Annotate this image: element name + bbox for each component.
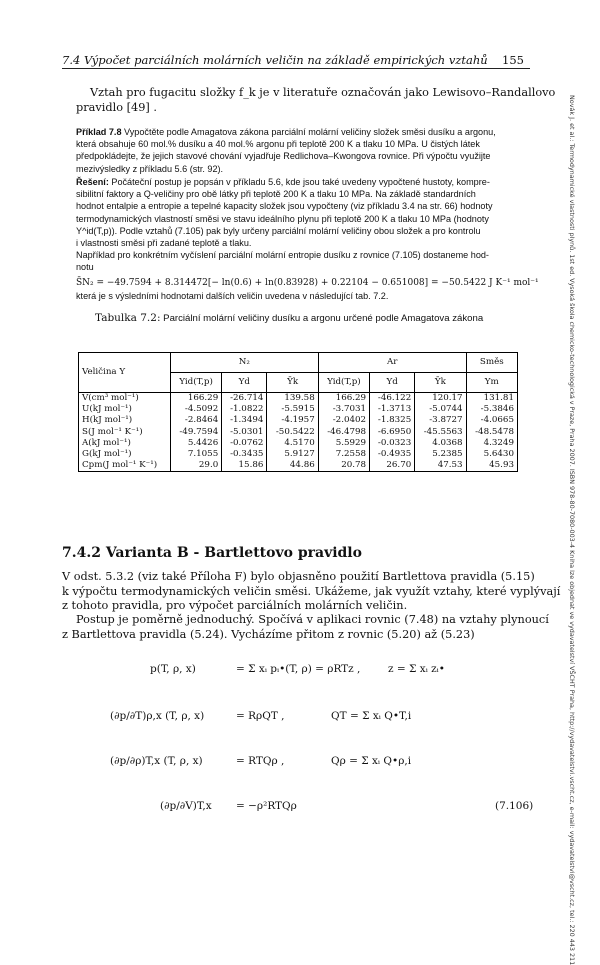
example-line: mezivýsledky z příkladu 5.6 (str. 92). bbox=[76, 163, 224, 174]
table-row bbox=[79, 449, 518, 460]
table-cell: 5.9127 bbox=[267, 449, 318, 460]
page-number: 155 bbox=[502, 53, 524, 67]
solution-line: Například pro konkrétním vyčíslení parciální molární entropie dusíku z rovnice (7.105) dostaneme hod- bbox=[76, 250, 489, 261]
table-cell: -5.0744 bbox=[415, 404, 466, 415]
example-line: předpokládejte, že jejich stavové chování vyjadřuje Redlichova–Kwongova rovnice. Při výpočtu využijte bbox=[76, 151, 491, 162]
table-cell: -26.714 bbox=[222, 393, 267, 405]
table-cell: 166.29 bbox=[170, 393, 221, 405]
table-cell: -0.0323 bbox=[370, 438, 415, 449]
equation-1-rhs: = Σ xᵢ pᵢ•(T, ρ) = ρRTz , bbox=[236, 663, 361, 675]
table-cell: 4.3249 bbox=[466, 438, 517, 449]
section-para-line: V odst. 5.3.2 (viz také Příloha F) bylo objasněno použití Bartlettova pravidla (5.15) bbox=[62, 570, 535, 583]
row-label: H(kJ mol⁻¹) bbox=[79, 415, 171, 426]
section-para-1 bbox=[62, 570, 560, 614]
equation-4-rhs: = −ρ²RTQρ bbox=[236, 800, 297, 812]
sub-header: Ȳk bbox=[267, 373, 318, 393]
group-header-mix: Směs bbox=[466, 353, 517, 373]
table-cell: -46.4798 bbox=[318, 427, 369, 438]
table-cell: -4.0665 bbox=[466, 415, 517, 426]
table-cell: 26.70 bbox=[370, 460, 415, 472]
table-row bbox=[79, 404, 518, 415]
sub-header: Yd bbox=[222, 373, 267, 393]
table-cell: 5.4426 bbox=[170, 438, 221, 449]
header-rule bbox=[62, 68, 530, 69]
table-caption-text: Parciální molární veličiny dusíku a argonu určené podle Amagatova zákona bbox=[163, 313, 484, 324]
section-para-line: z Bartlettova pravidla (5.24). Vycházíme přitom z rovnic (5.20) až (5.23) bbox=[62, 627, 475, 641]
table-cell: -5.3846 bbox=[466, 404, 517, 415]
table-cell: -2.8464 bbox=[170, 415, 221, 426]
solution-line: sibilitní faktory a Q-veličiny pro obě látky při teplotě 200 K a tlaku 10 MPa. Na základě standardních bbox=[76, 189, 476, 200]
table-cell: 29.0 bbox=[170, 460, 221, 472]
table-cell: 166.29 bbox=[318, 393, 369, 405]
table-cell: 7.1055 bbox=[170, 449, 221, 460]
table-cell: -4.1957 bbox=[267, 415, 318, 426]
section-title: 7.4.2 Varianta B - Bartlettovo pravidlo bbox=[62, 545, 362, 561]
table-row bbox=[79, 415, 518, 426]
table-cell: -0.3435 bbox=[222, 449, 267, 460]
table-cell: -4.5092 bbox=[170, 404, 221, 415]
equation-3-rhs: = RTQρ , bbox=[236, 755, 285, 767]
running-header-title: 7.4 Výpočet parciálních molárních veličin na základě empirických vztahů bbox=[62, 53, 488, 67]
table-cell: 45.93 bbox=[466, 460, 517, 472]
row-label: A(kJ mol⁻¹) bbox=[79, 438, 171, 449]
example-block bbox=[76, 126, 546, 175]
margin-copyright-note: Novák J. et al.: Termodynamické vlastnosti plynů. 1st ed. Vysoká škola chemicko-technologická v Praze, Praha 2007. ISBN 978-80-7080-003-4 Kniha lze objednat ve vydavatelství VŠCHT Praha, http://vydavatelstvi.vscht.cz, e-mail: vydavatelstvi@vscht.cz, tel.: 220 443 211 bbox=[568, 95, 576, 965]
sub-header: Ym bbox=[466, 373, 517, 393]
row-label: Cpm(J mol⁻¹ K⁻¹) bbox=[79, 460, 171, 472]
group-header-ar: Ar bbox=[318, 353, 466, 373]
table-cell: -0.0762 bbox=[222, 438, 267, 449]
table-caption bbox=[95, 312, 483, 324]
solution-line: termodynamických vlastností směsi ve stavu ideálního plynu při teplotě 200 K a tlaku 10 MPa (hodnoty bbox=[76, 213, 489, 224]
solution-line: i vlastnosti směsi při zadané teplotě a tlaku. bbox=[76, 238, 252, 249]
sub-header: Ȳk bbox=[415, 373, 466, 393]
sub-header: Yid(T,p) bbox=[170, 373, 221, 393]
table-cell: -1.3713 bbox=[370, 404, 415, 415]
section-para-line: z tohoto pravidla, pro výpočet parciálních molárních veličin. bbox=[62, 599, 408, 612]
table-cell: -1.3494 bbox=[222, 415, 267, 426]
equation-4-lhs: (∂p/∂V)T,x bbox=[160, 800, 212, 812]
solution-after: která je s výsledními hodnotami dalších veličin uvedena v následující tab. 7.2. bbox=[76, 291, 389, 301]
solution-line: hodnot entalpie a entropie a tepelné kapacity složek jsou vypočteny (viz příkladu 3.4 na str. 66) hodnoty bbox=[76, 201, 493, 212]
example-label: Příklad 7.8 bbox=[76, 127, 122, 137]
equation-2-rhs: = RρQT , bbox=[236, 710, 285, 722]
table-cell: 120.17 bbox=[415, 393, 466, 405]
table-cell: -5.0301 bbox=[222, 427, 267, 438]
table-row bbox=[79, 438, 518, 449]
table-cell: 5.2385 bbox=[415, 449, 466, 460]
row-label: V(cm³ mol⁻¹) bbox=[79, 393, 171, 405]
table-cell: 15.86 bbox=[222, 460, 267, 472]
table-row bbox=[79, 460, 518, 472]
table-cell: 44.86 bbox=[267, 460, 318, 472]
table-cell: 20.78 bbox=[318, 460, 369, 472]
table-cell: -3.7031 bbox=[318, 404, 369, 415]
row-label: S(J mol⁻¹ K⁻¹) bbox=[79, 427, 171, 438]
entropy-equation: S̄N₂ = −49.7594 + 8.314472[− ln(0.6) + ln(0.83928) + 0.22104 − 0.651008] = −50.5422 J K⁻¹ mol⁻¹ bbox=[76, 278, 539, 288]
table-cell: 7.2558 bbox=[318, 449, 369, 460]
table-cell: 4.0368 bbox=[415, 438, 466, 449]
table-cell: 5.6430 bbox=[466, 449, 517, 460]
example-line: Vypočtěte podle Amagatova zákona parciální molární veličiny složek směsi dusíku a argonu, bbox=[124, 127, 496, 137]
equation-number: (7.106) bbox=[495, 800, 534, 812]
row-label: U(kJ mol⁻¹) bbox=[79, 404, 171, 415]
equation-1-extra: z = Σ xᵢ zᵢ• bbox=[388, 663, 445, 675]
table-cell: -2.0402 bbox=[318, 415, 369, 426]
table-cell: -5.5915 bbox=[267, 404, 318, 415]
row-label: G(kJ mol⁻¹) bbox=[79, 449, 171, 460]
section-para-line: k výpočtu termodynamických veličin směsi. Ukážeme, jak využít vztahy, které vyplývají bbox=[62, 584, 561, 598]
table-cell: -46.122 bbox=[370, 393, 415, 405]
table-cell: -0.4935 bbox=[370, 449, 415, 460]
example-line: která obsahuje 60 mol.% dusíku a 40 mol.% argonu při teplotě 200 K a tlaku 10 MPa. U čistých látek bbox=[76, 139, 480, 150]
table-cell: -48.5478 bbox=[466, 427, 517, 438]
table-row bbox=[79, 393, 518, 405]
table-cell: -6.6950 bbox=[370, 427, 415, 438]
table-cell: 47.53 bbox=[415, 460, 466, 472]
equation-3-extra: Qρ = Σ xᵢ Q•ρ,i bbox=[331, 755, 412, 767]
table-cell: 5.5929 bbox=[318, 438, 369, 449]
table-cell: -50.5422 bbox=[267, 427, 318, 438]
solution-line: Počáteční postup je popsán v příkladu 5.6, kde jsou také uvedeny vypočtené hustoty, kompre- bbox=[111, 177, 490, 187]
table-cell: 131.81 bbox=[466, 393, 517, 405]
intro-line-1: Vztah pro fugacitu složky f_k je v literatuře označován jako Lewisovo–Randallovo bbox=[90, 86, 556, 99]
section-para-line: Postup je poměrně jednoduchý. Spočívá v aplikaci rovnic (7.48) na vztahy plynoucí bbox=[76, 613, 549, 626]
intro-line-2: pravidlo [49] . bbox=[76, 101, 157, 114]
results-table bbox=[78, 352, 518, 472]
solution-block bbox=[76, 176, 546, 274]
solution-label: Řešení: bbox=[76, 177, 109, 187]
table-cell: 4.5170 bbox=[267, 438, 318, 449]
table-cell: -49.7594 bbox=[170, 427, 221, 438]
solution-line: notu bbox=[76, 262, 94, 273]
equation-3-lhs: (∂p/∂ρ)T,x (T, ρ, x) bbox=[110, 755, 203, 767]
solution-line: Y^id(T,p)). Podle vztahů (7.105) pak byly určeny parciální molární veličiny obou složek a pro kontrolu bbox=[76, 225, 481, 236]
table-cell: -45.5563 bbox=[415, 427, 466, 438]
table-row bbox=[79, 427, 518, 438]
equation-2-lhs: (∂p/∂T)ρ,x (T, ρ, x) bbox=[110, 710, 205, 722]
column-label-veliciny: Veličina Y bbox=[79, 353, 171, 393]
sub-header: Yd bbox=[370, 373, 415, 393]
group-header-n2: N₂ bbox=[170, 353, 318, 373]
section-para-2 bbox=[62, 613, 549, 642]
table-cell: 139.58 bbox=[267, 393, 318, 405]
table-cell: -3.8727 bbox=[415, 415, 466, 426]
sub-header: Yid(T,p) bbox=[318, 373, 369, 393]
table-caption-label: Tabulka 7.2: bbox=[95, 312, 161, 324]
table-cell: -1.0822 bbox=[222, 404, 267, 415]
table-cell: -1.8325 bbox=[370, 415, 415, 426]
equation-2-extra: QT = Σ xᵢ Q•T,i bbox=[331, 710, 412, 722]
equation-1-lhs: p(T, ρ, x) bbox=[150, 663, 196, 675]
